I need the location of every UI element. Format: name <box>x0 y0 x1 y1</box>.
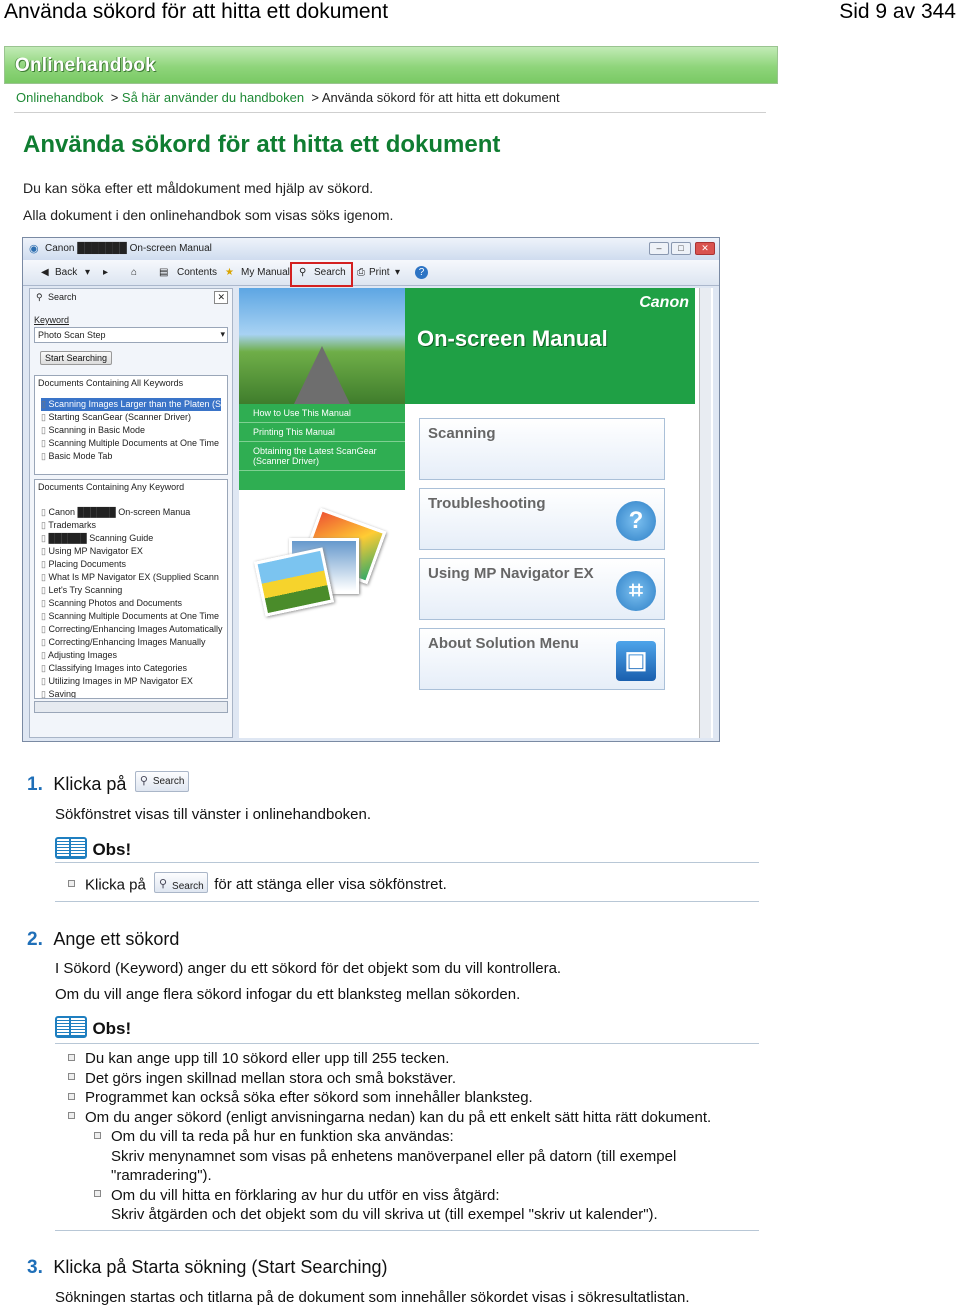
bullet-icon <box>94 1132 101 1139</box>
horizontal-scrollbar <box>34 701 228 713</box>
list-item: Programmet kan också söka efter sökord som innehåller blanksteg. <box>68 1088 711 1108</box>
search-icon: ⚲ <box>159 878 168 890</box>
manual-screenshot <box>22 237 720 742</box>
breadcrumb-current: Använda sökord för att hitta ett dokument <box>321 90 560 105</box>
photo-stack-image <box>259 518 389 618</box>
keyword-label: Keyword <box>34 315 70 325</box>
toolbar-print: Print <box>369 267 390 278</box>
sub-list-text: Skriv menynamnet som visas på enhetens manöverpanel eller på datorn (till exempel <box>111 1147 677 1165</box>
list-item: ▯ Starting ScanGear (Scanner Driver) <box>41 411 221 424</box>
nav-link: Obtaining the Latest ScanGear (Scanner Driver) <box>239 442 405 471</box>
step-2-heading <box>27 929 179 951</box>
list-item: ▯ Scanning Photos and Documents <box>41 597 223 610</box>
list-item: ▯ Classifying Images into Categories <box>41 662 223 675</box>
note-2-list <box>68 1049 711 1225</box>
close-icon: ✕ <box>695 242 715 255</box>
list-item: ▯ Trademarks <box>41 519 223 532</box>
step-title: Klicka på Starta sökning (Start Searching) <box>53 1257 388 1277</box>
manual-header <box>405 288 695 404</box>
breadcrumb-howto-link[interactable]: Så här använder du handboken <box>121 90 305 105</box>
breadcrumb-separator: > <box>110 90 119 105</box>
note-1-header <box>55 836 131 857</box>
tile-scanning <box>419 418 665 480</box>
list-item: ▯ Adjusting Images <box>41 649 223 662</box>
keyword-value: Photo Scan Step <box>38 330 106 340</box>
note-1-top-rule <box>55 862 759 863</box>
bullet-icon <box>68 1073 75 1080</box>
bullet-icon <box>68 1054 75 1061</box>
note-1-bottom-rule <box>55 901 759 902</box>
sub-list-text: Skriv åtgärden och det objekt som du vill skriva ut (till exempel "skriv ut kalender"). <box>111 1206 658 1223</box>
all-keywords-list <box>34 375 228 475</box>
dropdown-icon: ▾ <box>85 267 91 278</box>
tile-solution-menu <box>419 628 665 690</box>
breadcrumb-home-link[interactable]: Onlinehandbok <box>16 90 104 105</box>
step-3-description: Sökningen startas och titlarna på de dokument som innehåller sökordet visas i sökresultatlistan. <box>55 1289 690 1306</box>
list-item: ▯ Scanning Images Larger than the Platen (S <box>41 398 221 411</box>
toolbar-my-manual: My Manual <box>241 267 290 278</box>
document-title: Använda sökord för att hitta ett dokument <box>4 0 389 23</box>
search-highlight <box>290 262 353 287</box>
road-image <box>239 288 405 404</box>
nav-link: How to Use This Manual <box>239 404 405 423</box>
forward-arrow-icon: ▸ <box>103 267 109 278</box>
step-2-description-2: Om du vill ange flera sökord infogar du ett blanksteg mellan sökorden. <box>55 986 521 1003</box>
help-icon: ? <box>415 266 428 279</box>
tile-label: Using MP Navigator EX <box>428 565 594 582</box>
toolbar-contents: Contents <box>177 267 218 278</box>
banner-title: Onlinehandbok <box>15 55 156 76</box>
contents-icon: ▤ <box>159 267 169 278</box>
maximize-icon: □ <box>671 242 691 255</box>
toolbar-search: Search <box>314 267 346 278</box>
toolbar-back: Back <box>55 267 78 278</box>
step-number: 1. <box>27 774 43 795</box>
bullet-icon <box>94 1190 101 1197</box>
nav-link: Printing This Manual <box>239 423 405 442</box>
search-icon: ⚲ <box>299 267 307 278</box>
step-3-heading <box>27 1257 387 1279</box>
step-title: Ange ett sökord <box>53 929 180 949</box>
back-arrow-icon: ◀ <box>41 267 49 278</box>
all-keywords-header: Documents Containing All Keywords <box>38 378 184 388</box>
step-1-heading <box>27 774 189 796</box>
sub-list-item: Om du vill ta reda på hur en funktion ska användas: <box>68 1127 711 1147</box>
search-button[interactable]: ⚲ Search <box>154 872 208 893</box>
tile-troubleshooting <box>419 488 665 550</box>
print-icon: ⎙ <box>357 267 365 278</box>
search-pane <box>29 288 233 738</box>
search-pane-title: Search <box>48 292 77 302</box>
note-2-header <box>55 1015 131 1036</box>
chevron-down-icon: ▾ <box>220 329 225 339</box>
note-1-prefix: Klicka på <box>85 876 146 894</box>
step-title: Klicka på <box>53 774 127 794</box>
any-keyword-header: Documents Containing Any Keyword <box>38 482 185 492</box>
note-label: Obs! <box>92 840 132 859</box>
scanner-icon: ⌗ <box>616 571 656 611</box>
close-icon: ✕ <box>214 291 228 304</box>
box-icon: ▣ <box>616 641 656 681</box>
bullet-icon <box>68 880 75 887</box>
bullet-icon <box>68 1112 75 1119</box>
tile-label: About Solution Menu <box>428 635 579 652</box>
page-indicator: Sid 9 av 344 <box>839 0 956 23</box>
question-icon: ? <box>616 501 656 541</box>
all-keywords-items <box>41 398 221 463</box>
canon-logo: Canon <box>639 294 689 311</box>
vertical-scrollbar <box>699 288 711 738</box>
list-item: ▯ Saving <box>41 688 223 699</box>
note-label: Obs! <box>92 1019 132 1038</box>
search-icon: ⚲ <box>139 775 148 788</box>
sub-list-item: Om du vill hitta en förklaring av hur du utför en viss åtgärd: <box>68 1186 711 1206</box>
app-icon: ◉ <box>29 243 39 255</box>
screenshot-titlebar <box>23 238 719 260</box>
list-item: ▯ Scanning Multiple Documents at One Time <box>41 610 223 623</box>
banner <box>4 46 778 84</box>
home-icon: ⌂ <box>131 267 138 278</box>
star-icon: ★ <box>225 267 234 278</box>
list-item: ▯ Placing Documents <box>41 558 223 571</box>
note-2-bottom-rule <box>55 1230 759 1231</box>
list-item: ▯ Using MP Navigator EX <box>41 545 223 558</box>
any-keyword-items <box>41 506 223 699</box>
screenshot-toolbar <box>23 260 719 286</box>
book-icon <box>55 1016 85 1036</box>
list-item: ▯ Scanning Multiple Documents at One Time <box>41 437 221 450</box>
list-item: ▯ Correcting/Enhancing Images Automatically <box>41 623 223 636</box>
step-2-description-1: I Sökord (Keyword) anger du ett sökord för det objekt som du vill kontrollera. <box>55 960 562 977</box>
screenshot-window-title: Canon ███████ On-screen Manual <box>45 243 212 254</box>
any-keyword-list <box>34 479 228 699</box>
start-searching-button: Start Searching <box>40 351 112 365</box>
list-item: ▯ Canon ██████ On-screen Manua <box>41 506 223 519</box>
tile-label: Scanning <box>428 425 496 442</box>
book-icon <box>55 837 85 857</box>
keyword-field <box>34 327 228 343</box>
list-item: Om du anger sökord (enligt anvisningarna nedan) kan du på ett enkelt sätt hitta rätt dokument. <box>68 1108 711 1128</box>
list-item: ▯ Let's Try Scanning <box>41 584 223 597</box>
manual-nav-links <box>239 404 405 490</box>
search-icon: ⚲ <box>36 292 43 302</box>
breadcrumb-divider <box>14 112 766 113</box>
breadcrumb <box>16 90 560 105</box>
page-heading: Använda sökord för att hitta ett dokument <box>23 131 501 158</box>
list-item: ▯ Utilizing Images in MP Navigator EX <box>41 675 223 688</box>
search-button[interactable]: ⚲ Search <box>135 771 189 792</box>
manual-home-pane <box>239 288 713 738</box>
sub-list-text: "ramradering"). <box>111 1167 212 1184</box>
list-item: ▯ Scanning in Basic Mode <box>41 424 221 437</box>
minimize-icon: – <box>649 242 669 255</box>
breadcrumb-separator: > <box>311 90 319 105</box>
note-1-item <box>68 875 447 896</box>
list-item: Du kan ange upp till 10 sökord eller upp till 255 tecken. <box>68 1049 711 1069</box>
step-number: 2. <box>27 929 43 950</box>
list-item: ▯ Correcting/Enhancing Images Manually <box>41 636 223 649</box>
intro-line-1: Du kan söka efter ett måldokument med hjälp av sökord. <box>23 180 374 196</box>
list-item: ▯ What Is MP Navigator EX (Supplied Scann <box>41 571 223 584</box>
list-item: ▯ Basic Mode Tab <box>41 450 221 463</box>
intro-line-2: Alla dokument i den onlinehandbok som visas söks igenom. <box>23 207 394 223</box>
bullet-icon <box>68 1093 75 1100</box>
list-item: Det görs ingen skillnad mellan stora och små bokstäver. <box>68 1069 711 1089</box>
note-1-suffix: för att stänga eller visa sökfönstret. <box>214 876 447 894</box>
tile-mp-navigator <box>419 558 665 620</box>
step-number: 3. <box>27 1257 43 1278</box>
dropdown-icon: ▾ <box>395 267 401 278</box>
note-2-top-rule <box>55 1043 759 1044</box>
manual-title: On-screen Manual <box>417 326 608 351</box>
list-item: ▯ ██████ Scanning Guide <box>41 532 223 545</box>
step-1-description: Sökfönstret visas till vänster i onlinehandboken. <box>55 806 372 823</box>
tile-label: Troubleshooting <box>428 495 546 512</box>
